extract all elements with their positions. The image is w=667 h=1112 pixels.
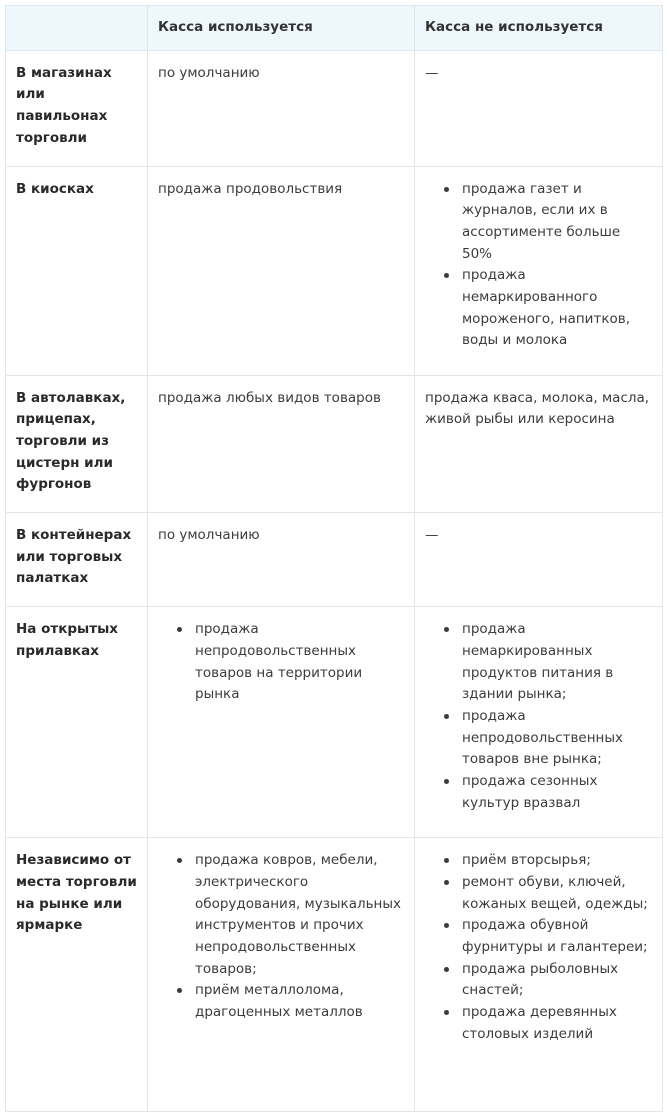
list-item: продажа непродовольственных товаров вне рынка; bbox=[462, 706, 652, 771]
register-used-cell: продажа продовольствия bbox=[148, 166, 415, 375]
list-item: продажа газет и журналов, если их в ассортименте больше 50% bbox=[462, 179, 652, 266]
table-row bbox=[6, 607, 663, 838]
table-row bbox=[6, 513, 663, 607]
register-not-used-cell bbox=[415, 166, 663, 375]
bullet-list bbox=[158, 850, 404, 1024]
list-item: продажа непродовольственных товаров на территории рынка bbox=[195, 619, 404, 706]
table-header-row bbox=[6, 6, 663, 51]
table-row bbox=[6, 838, 663, 1112]
register-not-used-cell bbox=[415, 838, 663, 1112]
register-used-cell: продажа любых видов товаров bbox=[148, 375, 415, 513]
register-not-used-cell: — bbox=[415, 50, 663, 166]
list-item: продажа немаркированного мороженого, напитков, воды и молока bbox=[462, 265, 652, 352]
place-cell: Независимо от места торговли на рынке или ярмарке bbox=[6, 838, 148, 1112]
register-used-cell: по умолчанию bbox=[148, 50, 415, 166]
list-item: продажа ковров, мебели, электрического оборудования, музыкальных инструментов и прочих непродовольственных товаров; bbox=[195, 850, 404, 980]
header-register-not-used: Касса не используется bbox=[415, 6, 663, 51]
table-row bbox=[6, 375, 663, 513]
place-cell: В автолавках, прицепах, торговли из цистерн или фургонов bbox=[6, 375, 148, 513]
register-not-used-cell: — bbox=[415, 513, 663, 607]
cash-register-table bbox=[5, 5, 663, 1112]
list-item: продажа сезонных культур вразвал bbox=[462, 771, 652, 814]
register-not-used-cell bbox=[415, 607, 663, 838]
place-cell: В магазинах или павильонах торговли bbox=[6, 50, 148, 166]
bullet-list bbox=[425, 619, 652, 814]
list-item: приём вторсырья; bbox=[462, 850, 652, 872]
list-item: ремонт обуви, ключей, кожаных вещей, одежды; bbox=[462, 872, 652, 915]
bullet-list bbox=[425, 850, 652, 1045]
table-row bbox=[6, 166, 663, 375]
register-used-cell bbox=[148, 607, 415, 838]
place-cell: В контейнерах или торговых палатках bbox=[6, 513, 148, 607]
list-item: продажа рыболовных снастей; bbox=[462, 959, 652, 1002]
place-cell: На открытых прилавках bbox=[6, 607, 148, 838]
table-row bbox=[6, 50, 663, 166]
list-item: продажа деревянных столовых изделий bbox=[462, 1002, 652, 1045]
list-item: приём металлолома, драгоценных металлов bbox=[195, 980, 404, 1023]
list-item: продажа немаркированных продуктов питания в здании рынка; bbox=[462, 619, 652, 706]
register-not-used-cell: продажа кваса, молока, масла, живой рыбы или керосина bbox=[415, 375, 663, 513]
bullet-list bbox=[425, 179, 652, 353]
header-empty-cell bbox=[6, 6, 148, 51]
bullet-list bbox=[158, 619, 404, 706]
list-item: продажа обувной фурнитуры и галантереи; bbox=[462, 915, 652, 958]
place-cell: В киосках bbox=[6, 166, 148, 375]
cash-register-table-container bbox=[5, 5, 662, 1112]
register-used-cell: по умолчанию bbox=[148, 513, 415, 607]
header-register-used: Касса используется bbox=[148, 6, 415, 51]
register-used-cell bbox=[148, 838, 415, 1112]
